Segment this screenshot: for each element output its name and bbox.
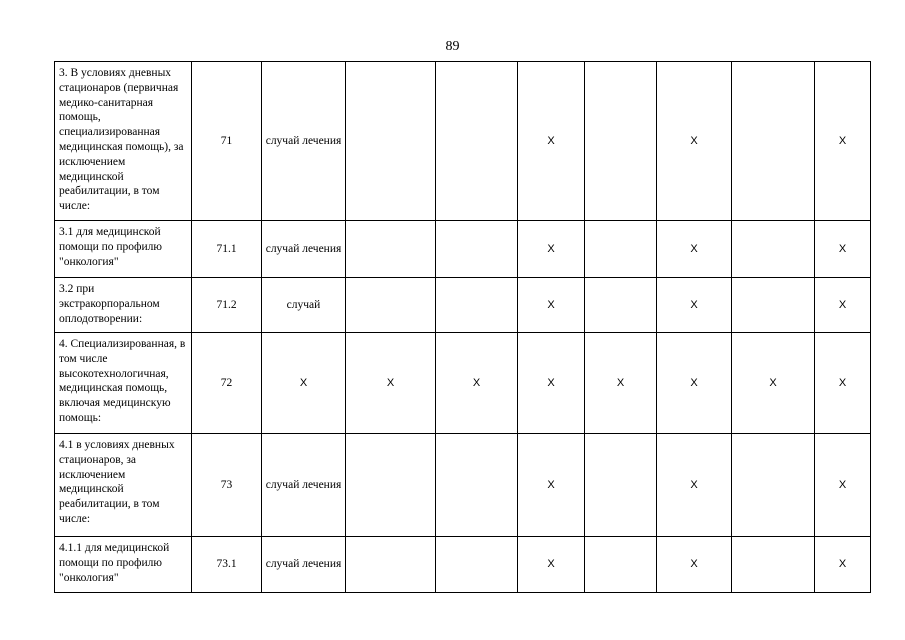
row-unit-cell: случай лечения xyxy=(262,62,346,221)
row-unit-cell: случай лечения xyxy=(262,537,346,593)
row-name-cell: 4. Специализированная, в том числе высокотехнологичная, медицинская помощь, включая медицинскую помощь: xyxy=(55,333,192,434)
value-cell xyxy=(585,62,657,221)
value-cell: X xyxy=(346,333,436,434)
row-name-cell: 4.1.1 для медицинской помощи по профилю "онкология" xyxy=(55,537,192,593)
table-row xyxy=(55,221,871,278)
data-table xyxy=(54,61,871,593)
row-unit-cell: случай xyxy=(262,278,346,333)
value-cell xyxy=(436,434,518,537)
table-row xyxy=(55,62,871,221)
value-cell: X xyxy=(815,221,871,278)
value-cell: X xyxy=(585,333,657,434)
value-cell xyxy=(732,62,815,221)
table-row xyxy=(55,278,871,333)
row-code-cell: 73 xyxy=(192,434,262,537)
table-row xyxy=(55,537,871,593)
value-cell xyxy=(732,434,815,537)
row-code-cell: 71.1 xyxy=(192,221,262,278)
value-cell xyxy=(346,434,436,537)
value-cell: X xyxy=(657,221,732,278)
value-cell: X xyxy=(518,221,585,278)
value-cell xyxy=(732,221,815,278)
row-code-cell: 72 xyxy=(192,333,262,434)
value-cell xyxy=(585,221,657,278)
value-cell: X xyxy=(518,537,585,593)
value-cell: X xyxy=(657,333,732,434)
value-cell: X xyxy=(732,333,815,434)
row-unit-cell: X xyxy=(262,333,346,434)
value-cell xyxy=(436,278,518,333)
value-cell xyxy=(436,62,518,221)
value-cell xyxy=(732,537,815,593)
value-cell xyxy=(732,278,815,333)
row-unit-cell: случай лечения xyxy=(262,221,346,278)
table-row xyxy=(55,333,871,434)
table-row xyxy=(55,434,871,537)
value-cell xyxy=(346,62,436,221)
value-cell: X xyxy=(815,278,871,333)
row-name-cell: 3. В условиях дневных стационаров (первичная медико-санитарная помощь, специализированная медицинская помощь), за исключением медицинской реабилитации, в том числе: xyxy=(55,62,192,221)
value-cell xyxy=(585,537,657,593)
value-cell: X xyxy=(815,537,871,593)
value-cell: X xyxy=(518,333,585,434)
row-code-cell: 71.2 xyxy=(192,278,262,333)
value-cell: X xyxy=(657,278,732,333)
row-name-cell: 4.1 в условиях дневных стационаров, за исключением медицинской реабилитации, в том числе: xyxy=(55,434,192,537)
value-cell: X xyxy=(657,62,732,221)
value-cell: X xyxy=(436,333,518,434)
value-cell xyxy=(346,221,436,278)
row-unit-cell: случай лечения xyxy=(262,434,346,537)
row-code-cell: 73.1 xyxy=(192,537,262,593)
row-code-cell: 71 xyxy=(192,62,262,221)
row-name-cell: 3.2 при экстракорпоральном оплодотворении: xyxy=(55,278,192,333)
value-cell: X xyxy=(657,434,732,537)
value-cell: X xyxy=(518,278,585,333)
value-cell: X xyxy=(815,333,871,434)
value-cell: X xyxy=(657,537,732,593)
value-cell xyxy=(436,221,518,278)
value-cell: X xyxy=(518,62,585,221)
value-cell: X xyxy=(815,434,871,537)
value-cell xyxy=(585,434,657,537)
value-cell: X xyxy=(815,62,871,221)
value-cell xyxy=(585,278,657,333)
value-cell xyxy=(346,537,436,593)
value-cell: X xyxy=(518,434,585,537)
value-cell xyxy=(436,537,518,593)
page-number: 89 xyxy=(445,39,460,54)
row-name-cell: 3.1 для медицинской помощи по профилю "онкология" xyxy=(55,221,192,278)
value-cell xyxy=(346,278,436,333)
